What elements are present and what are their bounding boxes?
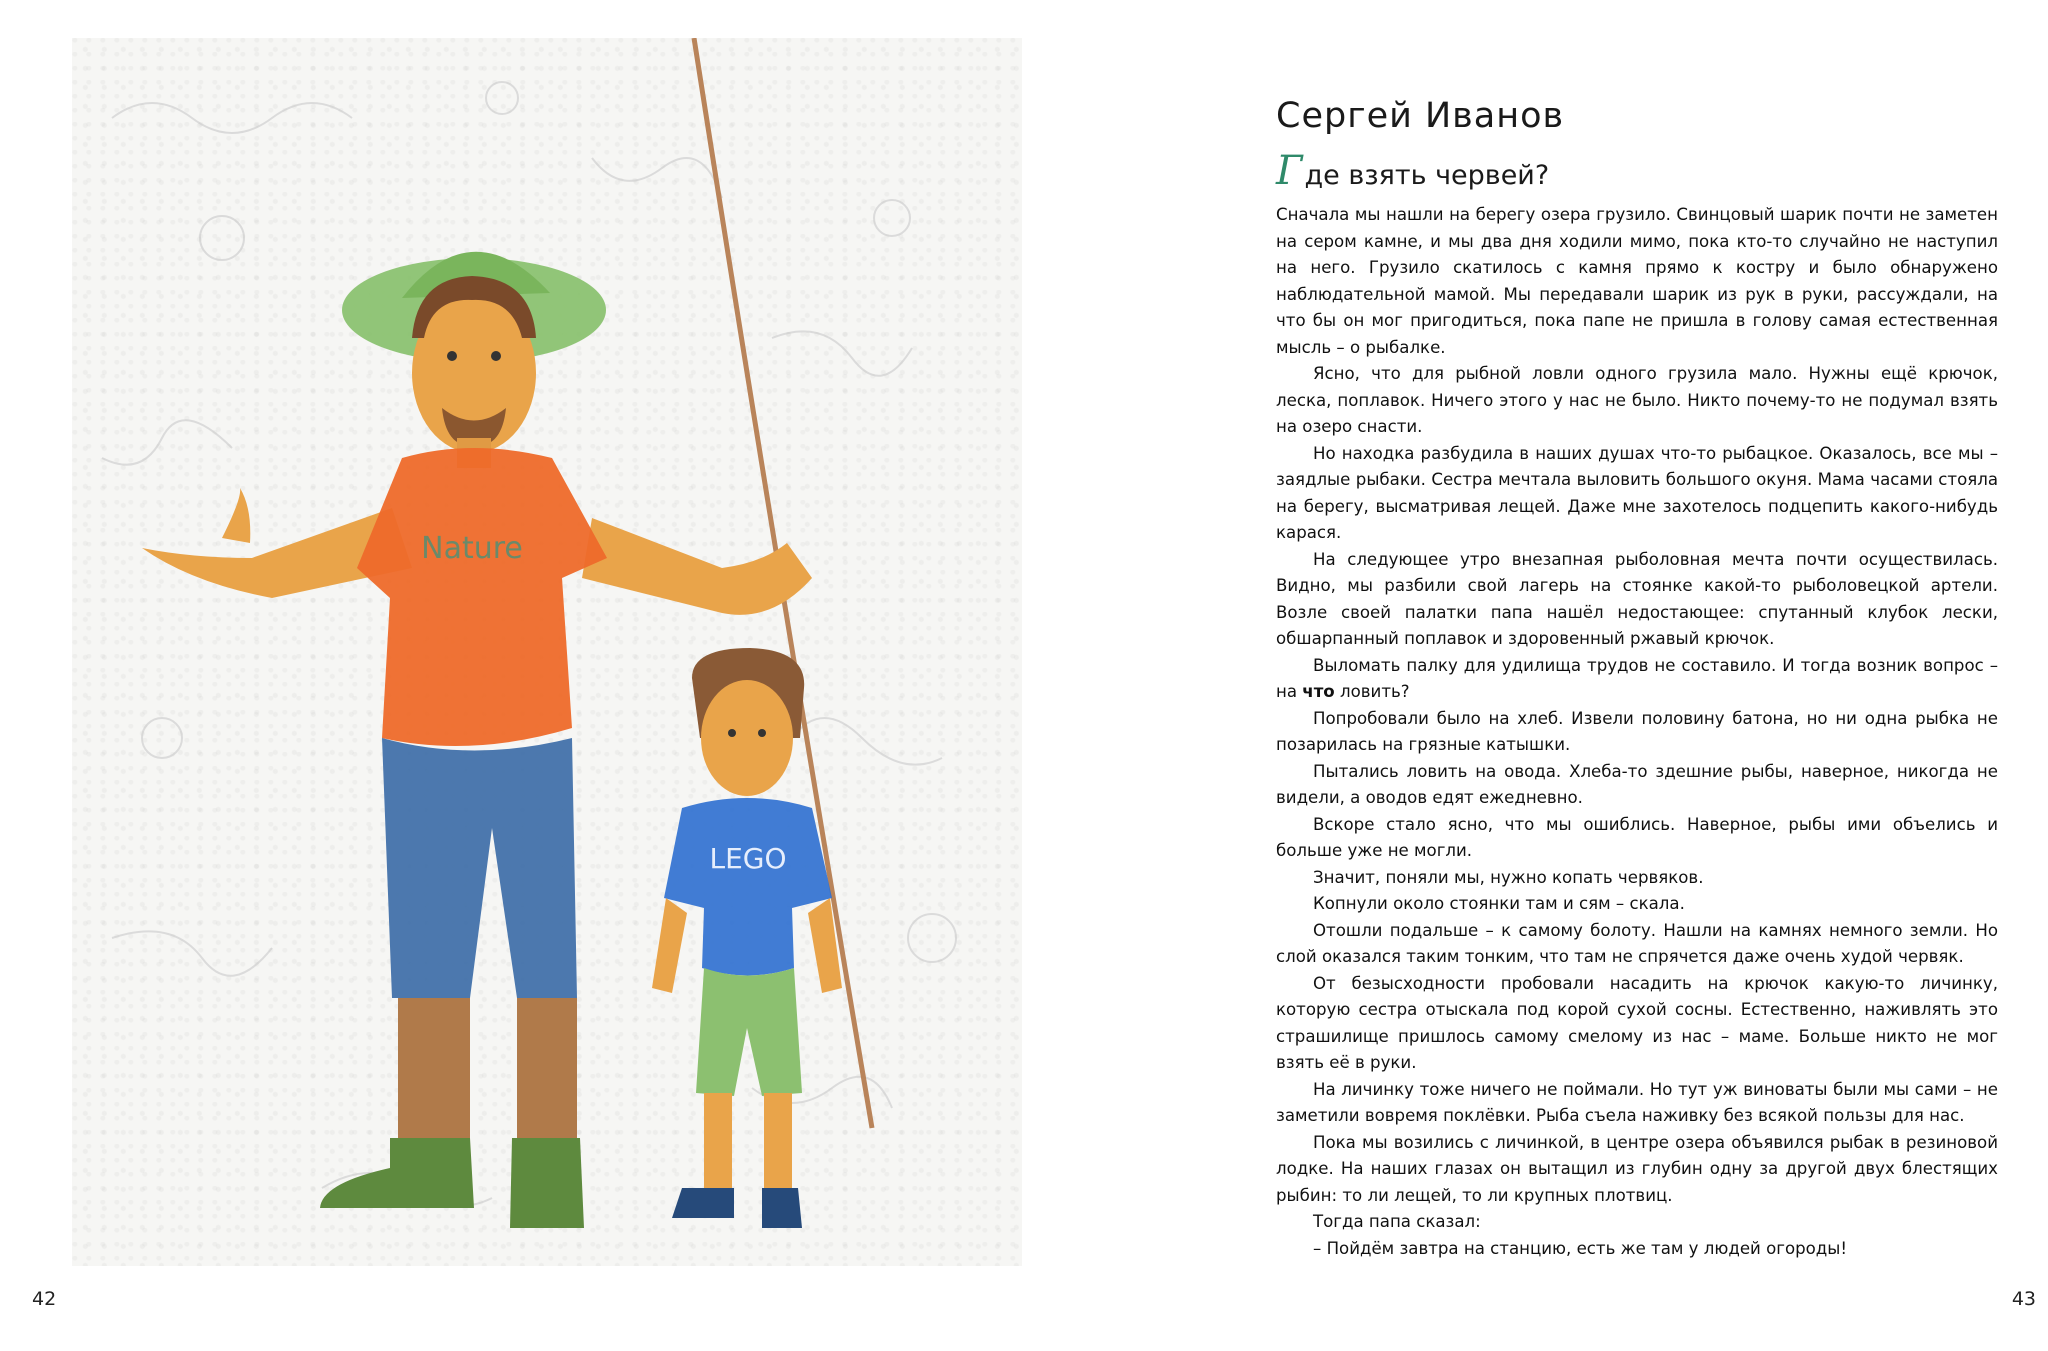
man-leg-right [517, 998, 577, 1138]
boy-figure [652, 648, 842, 1228]
man-jeans [382, 738, 577, 998]
boy-eye-left [728, 729, 736, 737]
paragraph: Значит, поняли мы, нужно копать червяков. [1313, 867, 1704, 887]
paragraph: Но находка разбудила в наших душах что-то рыбацкое. Оказалось, все мы – заядлые рыбаки. Сестра мечтала выловить большого окуня. Мама часами стояла на берегу, высматривая лещей. Даже мне захотелось подцепить какого-нибудь карася. [1276, 443, 1998, 542]
paragraph: Вскоре стало ясно, что мы ошиблись. Наверное, рыбы ими объелись и больше уже не могли. [1276, 814, 1998, 860]
paragraph: Сначала мы нашли на берегу озера грузило. Свинцовый шарик почти не заметен на сером камне, и мы два дня ходили мимо, пока кто-то случайно не наступил на него. Грузило скатилось с камня прямо к костру и было обнаружено наблюдательной мамой. Мы передавали шарик из рук в руки, рассуждали, на что бы он мог пригодиться, пока папе не пришла в голову самая естественная мысль – о рыбалке. [1276, 205, 1998, 357]
paragraph: На личинку тоже ничего не поймали. Но тут уж виноваты были мы сами – не заметили вовремя поклёвки. Рыба съела наживку без всякой пользы для нас. [1276, 1079, 1998, 1125]
man-boot-right [510, 1138, 584, 1228]
man-eye-left [447, 351, 457, 361]
man-arm-right [582, 518, 812, 615]
paragraph: Ясно, что для рыбной ловли одного грузила мало. Нужны ещё крючок, леска, поплавок. Ничего этого у нас не было. Никто почему-то не подумал взять на озеро снасти. [1276, 364, 1998, 436]
man-hand-left [222, 488, 250, 543]
paragraph [1276, 653, 1998, 706]
paragraph: Пока мы возились с личинкой, в центре озера объявился рыбак в резиновой лодке. На наших глазах он вытащил из глубин одну за другой двух блестящих рыбин: то ли лещей, то ли крупных плотвиц. [1276, 1132, 1998, 1205]
paragraph: Тогда папа сказал: [1313, 1212, 1481, 1231]
title-drop-initial: Г [1276, 148, 1303, 194]
illustration-drawing [72, 38, 1022, 1266]
paragraph: Отошли подальше – к самому болоту. Нашли на камнях немного земли. Но слой оказался таким тонким, что там не спрячется даже очень худой червяк. [1276, 920, 1998, 966]
paragraph: На следующее утро внезапная рыболовная мечта почти осуществилась. Видно, мы разбили свой лагерь на стоянке какой-то рыболовецкой артели. Возле своей палатки папа нашёл недостающее: спутанный клубок лески, обшарпанный поплавок и здоровенный ржавый крючок. [1276, 549, 1998, 648]
boy-shoe-left [672, 1188, 734, 1218]
right-page [1024, 0, 2048, 1351]
boy-shoe-right [762, 1188, 802, 1228]
paragraph-part: ловить? [1334, 682, 1410, 701]
boy-shirt [664, 798, 832, 976]
page-number-left: 42 [32, 1288, 57, 1310]
boy-leg-left [704, 1093, 732, 1193]
author-name: Сергей Иванов [1276, 96, 1565, 136]
paragraph-part: Выломать палку для удилища трудов не составило. И тогда возник вопрос – на [1276, 655, 1998, 701]
story-body [1276, 202, 1998, 1262]
watercolor-illustration [72, 38, 1022, 1266]
boy-shorts [696, 968, 802, 1096]
title-rest: де взять червей? [1304, 160, 1550, 191]
paragraph: Пытались ловить на овода. Хлеба-то здешние рыбы, наверное, никогда не видели, а оводов едят ежедневно. [1276, 761, 1998, 807]
man-shirt [357, 448, 607, 746]
paragraph: – Пойдём завтра на станцию, есть же там у людей огороды! [1313, 1238, 1848, 1258]
boy-arm-left [652, 898, 687, 993]
man-boot-left [320, 1138, 474, 1208]
boy-head [701, 680, 793, 796]
page-number-right: 43 [2011, 1288, 2036, 1310]
paragraph: Копнули около стоянки там и сям – скала. [1313, 894, 1685, 913]
boy-shirt-text: LEGO [709, 842, 787, 875]
man-shirt-text: Nature [421, 531, 523, 566]
paragraph-emphasis: что [1302, 682, 1335, 701]
story-title [1276, 148, 1549, 194]
man-leg-left [398, 998, 470, 1138]
man-eye-right [491, 351, 501, 361]
paragraph: Попробовали было на хлеб. Извели половину батона, но ни одна рыбка не позарилась на грязные катышки. [1276, 708, 1998, 754]
boy-eye-right [758, 729, 766, 737]
boy-leg-right [764, 1093, 792, 1193]
paragraph: От безысходности пробовали насадить на крючок какую-то личинку, которую сестра отыскала под корой сухой сосны. Естественно, наживлять это страшилище пришлось самому смелому из нас – маме. Больше никто не мог взять её в руки. [1276, 973, 1998, 1072]
